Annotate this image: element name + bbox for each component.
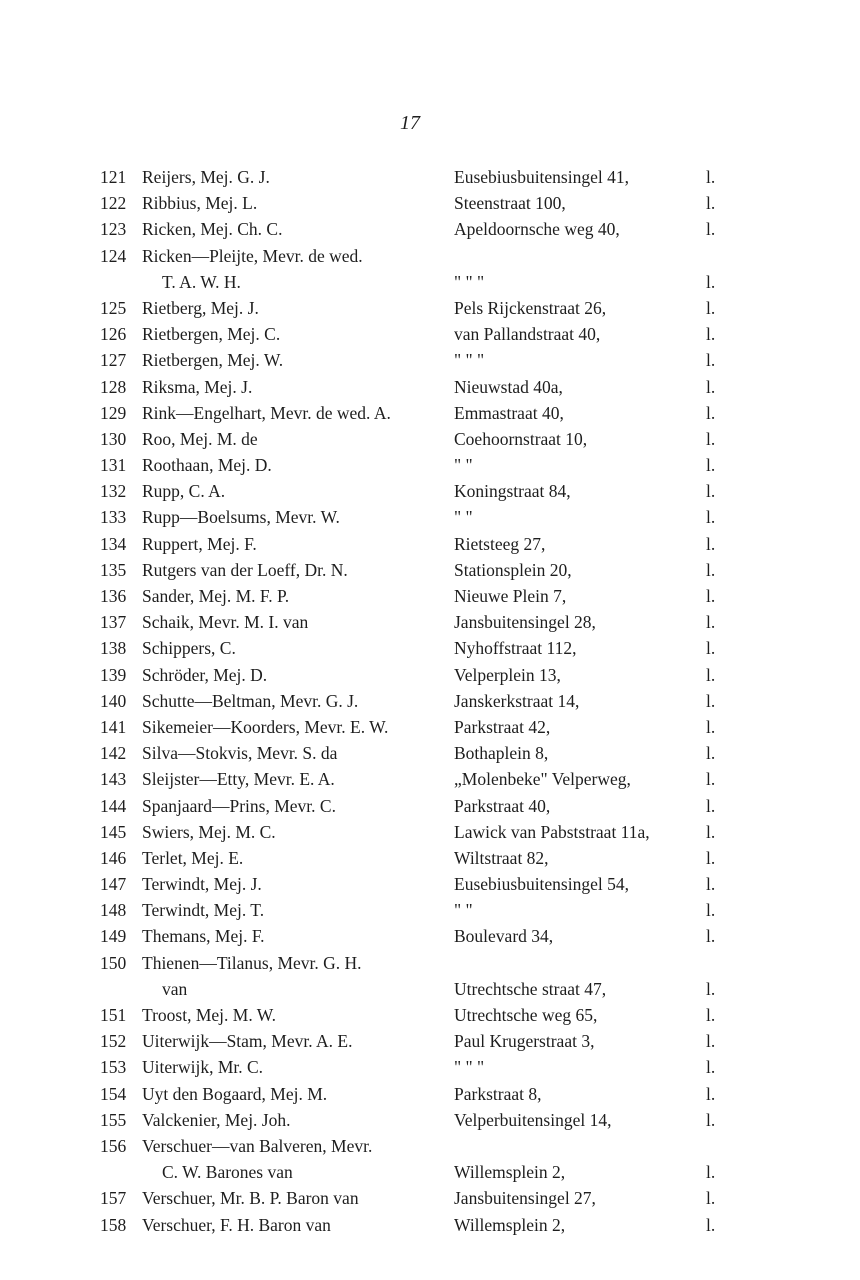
list-item bbox=[100, 845, 740, 871]
list-item bbox=[100, 897, 740, 923]
entry-address: Eusebiusbuitensingel 41, bbox=[454, 167, 629, 187]
entry-address: Utrechtsche straat 47, bbox=[454, 978, 607, 999]
entry-name: Ricken, Mej. Ch. C. bbox=[142, 219, 283, 240]
entry-address: " " bbox=[454, 507, 473, 528]
list-item bbox=[100, 426, 740, 452]
entry-address: Pels Rijckenstraat 26, bbox=[454, 297, 607, 318]
entry-address: " " bbox=[454, 455, 473, 476]
entry-number: 127 bbox=[100, 350, 127, 371]
entry-address: Koningstraat 84, bbox=[454, 481, 571, 502]
list-item bbox=[100, 374, 740, 400]
entry-place: l. bbox=[706, 638, 716, 659]
entry-address: Paul Krugerstraat 3, bbox=[454, 1031, 595, 1052]
entry-number: 130 bbox=[100, 428, 127, 449]
entry-address: Eusebiusbuitensingel 54, bbox=[454, 874, 629, 895]
entry-place: l. bbox=[706, 821, 716, 842]
resident-list bbox=[100, 164, 740, 1238]
list-item bbox=[100, 740, 740, 766]
list-item bbox=[100, 269, 740, 295]
entry-number: 129 bbox=[100, 402, 127, 423]
entry-address: Janskerkstraat 14, bbox=[454, 690, 580, 711]
entry-place: l. bbox=[706, 481, 716, 502]
list-item bbox=[100, 216, 740, 242]
entry-number: 154 bbox=[100, 1083, 127, 1104]
entry-name: Terlet, Mej. E. bbox=[142, 847, 244, 868]
entry-name: Uiterwijk—Stam, Mevr. A. E. bbox=[142, 1031, 353, 1052]
entry-number: 146 bbox=[100, 847, 127, 868]
entry-place: l. bbox=[706, 716, 716, 737]
entry-place: l. bbox=[706, 769, 716, 790]
entry-place: l. bbox=[706, 1214, 716, 1235]
entry-place: l. bbox=[706, 402, 716, 423]
entry-place: l. bbox=[706, 874, 716, 895]
entry-name: Ricken—Pleijte, Mevr. de wed. bbox=[142, 245, 363, 266]
entry-place: l. bbox=[706, 1109, 716, 1130]
list-item bbox=[100, 295, 740, 321]
entry-address: Utrechtsche weg 65, bbox=[454, 1005, 598, 1025]
entry-number: 152 bbox=[100, 1031, 127, 1052]
entry-number: 128 bbox=[100, 376, 127, 397]
entry-address: Velperbuitensingel 14, bbox=[454, 1109, 612, 1130]
entry-name: Sander, Mej. M. F. P. bbox=[142, 586, 290, 606]
entry-number: 136 bbox=[100, 586, 127, 606]
entry-name: Valckenier, Mej. Joh. bbox=[142, 1109, 291, 1130]
entry-address: Velperplein 13, bbox=[454, 664, 561, 685]
entry-address: " " bbox=[454, 900, 473, 921]
entry-number: 135 bbox=[100, 559, 127, 580]
entry-place: l. bbox=[706, 1031, 716, 1052]
entry-number: 143 bbox=[100, 769, 127, 790]
entry-place: l. bbox=[706, 559, 716, 580]
list-item bbox=[100, 793, 740, 819]
list-item bbox=[100, 819, 740, 845]
entry-name: van bbox=[162, 978, 188, 999]
entry-name: Terwindt, Mej. T. bbox=[142, 900, 265, 921]
entry-number: 139 bbox=[100, 664, 127, 685]
entry-name: Themans, Mej. F. bbox=[142, 926, 265, 947]
entry-number: 151 bbox=[100, 1005, 127, 1025]
entry-name: Rutgers van der Loeff, Dr. N. bbox=[142, 559, 348, 580]
entry-address: Wiltstraat 82, bbox=[454, 847, 549, 868]
entry-address: „Molenbeke" Velperweg, bbox=[454, 769, 631, 790]
list-item bbox=[100, 662, 740, 688]
entry-address: Steenstraat 100, bbox=[454, 193, 566, 214]
entry-number: 133 bbox=[100, 507, 127, 528]
entry-place: l. bbox=[706, 324, 716, 345]
list-item bbox=[100, 1212, 740, 1238]
entry-address: Emmastraat 40, bbox=[454, 402, 564, 423]
entry-number: 149 bbox=[100, 926, 127, 947]
entry-place: l. bbox=[706, 1188, 716, 1209]
list-item bbox=[100, 976, 740, 1002]
entry-place: l. bbox=[706, 1057, 716, 1078]
entry-address: " " " bbox=[454, 271, 485, 292]
entry-number: 145 bbox=[100, 821, 127, 842]
entry-place: l. bbox=[706, 219, 716, 240]
list-item bbox=[100, 1081, 740, 1107]
entry-place: l. bbox=[706, 167, 716, 187]
entry-place: l. bbox=[706, 978, 716, 999]
entry-name: Uiterwijk, Mr. C. bbox=[142, 1057, 264, 1078]
entry-number: 141 bbox=[100, 716, 127, 737]
entry-place: l. bbox=[706, 455, 716, 476]
list-item bbox=[100, 1133, 740, 1159]
entry-number: 122 bbox=[100, 193, 127, 214]
entry-address: Parkstraat 40, bbox=[454, 795, 551, 816]
entry-address: Willemsplein 2, bbox=[454, 1162, 566, 1183]
entry-number: 140 bbox=[100, 690, 127, 711]
entry-number: 124 bbox=[100, 245, 127, 266]
entry-name: T. A. W. H. bbox=[162, 271, 241, 292]
entry-place: l. bbox=[706, 507, 716, 528]
entry-name: Sikemeier—Koorders, Mevr. E. W. bbox=[142, 716, 389, 737]
entry-place: l. bbox=[706, 533, 716, 554]
entry-name: Spanjaard—Prins, Mevr. C. bbox=[142, 795, 336, 816]
list-item bbox=[100, 714, 740, 740]
list-item bbox=[100, 347, 740, 373]
list-item bbox=[100, 583, 740, 609]
entry-number: 131 bbox=[100, 455, 127, 476]
entry-address: Willemsplein 2, bbox=[454, 1214, 566, 1235]
entry-address: Nyhoffstraat 112, bbox=[454, 638, 577, 659]
entry-number: 148 bbox=[100, 900, 127, 921]
entry-address: Rietsteeg 27, bbox=[454, 533, 546, 554]
entry-number: 157 bbox=[100, 1188, 127, 1209]
entry-address: Nieuwe Plein 7, bbox=[454, 586, 567, 606]
list-item bbox=[100, 1054, 740, 1080]
entry-number: 147 bbox=[100, 874, 127, 895]
entry-number: 155 bbox=[100, 1109, 127, 1130]
entry-number: 156 bbox=[100, 1135, 127, 1156]
list-item bbox=[100, 190, 740, 216]
entry-place: l. bbox=[706, 847, 716, 868]
entry-place: l. bbox=[706, 900, 716, 921]
entry-number: 137 bbox=[100, 612, 127, 633]
entry-name: C. W. Barones van bbox=[162, 1162, 293, 1183]
entry-name: Rink—Engelhart, Mevr. de wed. A. bbox=[142, 402, 391, 423]
entry-address: Nieuwstad 40a, bbox=[454, 376, 563, 397]
list-item bbox=[100, 1002, 740, 1028]
entry-address: Parkstraat 42, bbox=[454, 716, 551, 737]
entry-number: 150 bbox=[100, 952, 127, 973]
entry-number: 126 bbox=[100, 324, 127, 345]
entry-name: Rietberg, Mej. J. bbox=[142, 297, 259, 318]
entry-address: Apeldoornsche weg 40, bbox=[454, 219, 620, 240]
entry-place: l. bbox=[706, 428, 716, 449]
entry-address: Parkstraat 8, bbox=[454, 1083, 542, 1104]
entry-name: Troost, Mej. M. W. bbox=[142, 1005, 277, 1025]
entry-address: Bothaplein 8, bbox=[454, 743, 549, 764]
entry-number: 158 bbox=[100, 1214, 127, 1235]
entry-name: Verschuer, F. H. Baron van bbox=[142, 1214, 331, 1235]
entry-name: Schutte—Beltman, Mevr. G. J. bbox=[142, 690, 359, 711]
entry-place: l. bbox=[706, 1083, 716, 1104]
entry-name: Riksma, Mej. J. bbox=[142, 376, 253, 397]
entry-place: l. bbox=[706, 664, 716, 685]
list-item bbox=[100, 609, 740, 635]
entry-name: Sleijster—Etty, Mevr. E. A. bbox=[142, 769, 335, 790]
list-item bbox=[100, 164, 740, 190]
entry-place: l. bbox=[706, 350, 716, 371]
list-item bbox=[100, 1107, 740, 1133]
entry-name: Rupp, C. A. bbox=[142, 481, 226, 502]
entry-name: Thienen—Tilanus, Mevr. G. H. bbox=[142, 952, 362, 973]
entry-place: l. bbox=[706, 376, 716, 397]
list-item bbox=[100, 531, 740, 557]
entry-number: 142 bbox=[100, 743, 127, 764]
list-item bbox=[100, 478, 740, 504]
entry-number: 132 bbox=[100, 481, 127, 502]
entry-address: Jansbuitensingel 27, bbox=[454, 1188, 596, 1209]
entry-place: l. bbox=[706, 271, 716, 292]
list-item bbox=[100, 923, 740, 949]
entry-name: Verschuer, Mr. B. P. Baron van bbox=[142, 1188, 359, 1209]
list-item bbox=[100, 1185, 740, 1211]
entry-number: 121 bbox=[100, 167, 127, 187]
entry-name: Ribbius, Mej. L. bbox=[142, 193, 258, 214]
list-item bbox=[100, 452, 740, 478]
list-item bbox=[100, 400, 740, 426]
entry-address: Stationsplein 20, bbox=[454, 559, 572, 580]
entry-number: 138 bbox=[100, 638, 127, 659]
entry-name: Roothaan, Mej. D. bbox=[142, 455, 272, 476]
list-item bbox=[100, 557, 740, 583]
list-item bbox=[100, 1159, 740, 1185]
entry-place: l. bbox=[706, 690, 716, 711]
entry-address: van Pallandstraat 40, bbox=[454, 324, 601, 345]
entry-address: Coehoornstraat 10, bbox=[454, 428, 588, 449]
list-item bbox=[100, 871, 740, 897]
entry-place: l. bbox=[706, 586, 716, 606]
list-item bbox=[100, 635, 740, 661]
entry-address: " " " bbox=[454, 350, 485, 371]
entry-name: Rupp—Boelsums, Mevr. W. bbox=[142, 507, 340, 528]
entry-address: Boulevard 34, bbox=[454, 926, 554, 947]
entry-name: Schaik, Mevr. M. I. van bbox=[142, 612, 309, 633]
entry-name: Ruppert, Mej. F. bbox=[142, 533, 257, 554]
list-item bbox=[100, 766, 740, 792]
list-item bbox=[100, 950, 740, 976]
entry-number: 144 bbox=[100, 795, 127, 816]
list-item bbox=[100, 504, 740, 530]
list-item bbox=[100, 1028, 740, 1054]
entry-address: " " " bbox=[454, 1057, 485, 1078]
entry-place: l. bbox=[706, 926, 716, 947]
entry-place: l. bbox=[706, 1162, 716, 1183]
entry-place: l. bbox=[706, 193, 716, 214]
entry-number: 123 bbox=[100, 219, 127, 240]
entry-name: Terwindt, Mej. J. bbox=[142, 874, 262, 895]
entry-number: 125 bbox=[100, 297, 127, 318]
entry-name: Rietbergen, Mej. W. bbox=[142, 350, 284, 371]
entry-place: l. bbox=[706, 297, 716, 318]
page-number: 17 bbox=[400, 112, 420, 134]
entry-number: 153 bbox=[100, 1057, 127, 1078]
entry-name: Schröder, Mej. D. bbox=[142, 664, 268, 685]
entry-name: Verschuer—van Balveren, Mevr. bbox=[142, 1135, 373, 1156]
entry-name: Reijers, Mej. G. J. bbox=[142, 167, 270, 187]
entry-name: Rietbergen, Mej. C. bbox=[142, 324, 281, 345]
list-item bbox=[100, 688, 740, 714]
entry-number: 134 bbox=[100, 533, 127, 554]
entry-place: l. bbox=[706, 795, 716, 816]
entry-name: Swiers, Mej. M. C. bbox=[142, 821, 276, 842]
entry-name: Schippers, C. bbox=[142, 638, 236, 659]
list-item bbox=[100, 321, 740, 347]
entry-name: Uyt den Bogaard, Mej. M. bbox=[142, 1083, 328, 1104]
list-item bbox=[100, 243, 740, 269]
entry-name: Silva—Stokvis, Mevr. S. da bbox=[142, 743, 338, 764]
entry-place: l. bbox=[706, 612, 716, 633]
entry-address: Lawick van Pabststraat 11a, bbox=[454, 821, 650, 842]
entry-place: l. bbox=[706, 743, 716, 764]
entry-place: l. bbox=[706, 1005, 716, 1025]
entry-address: Jansbuitensingel 28, bbox=[454, 612, 596, 633]
entry-name: Roo, Mej. M. de bbox=[142, 428, 258, 449]
